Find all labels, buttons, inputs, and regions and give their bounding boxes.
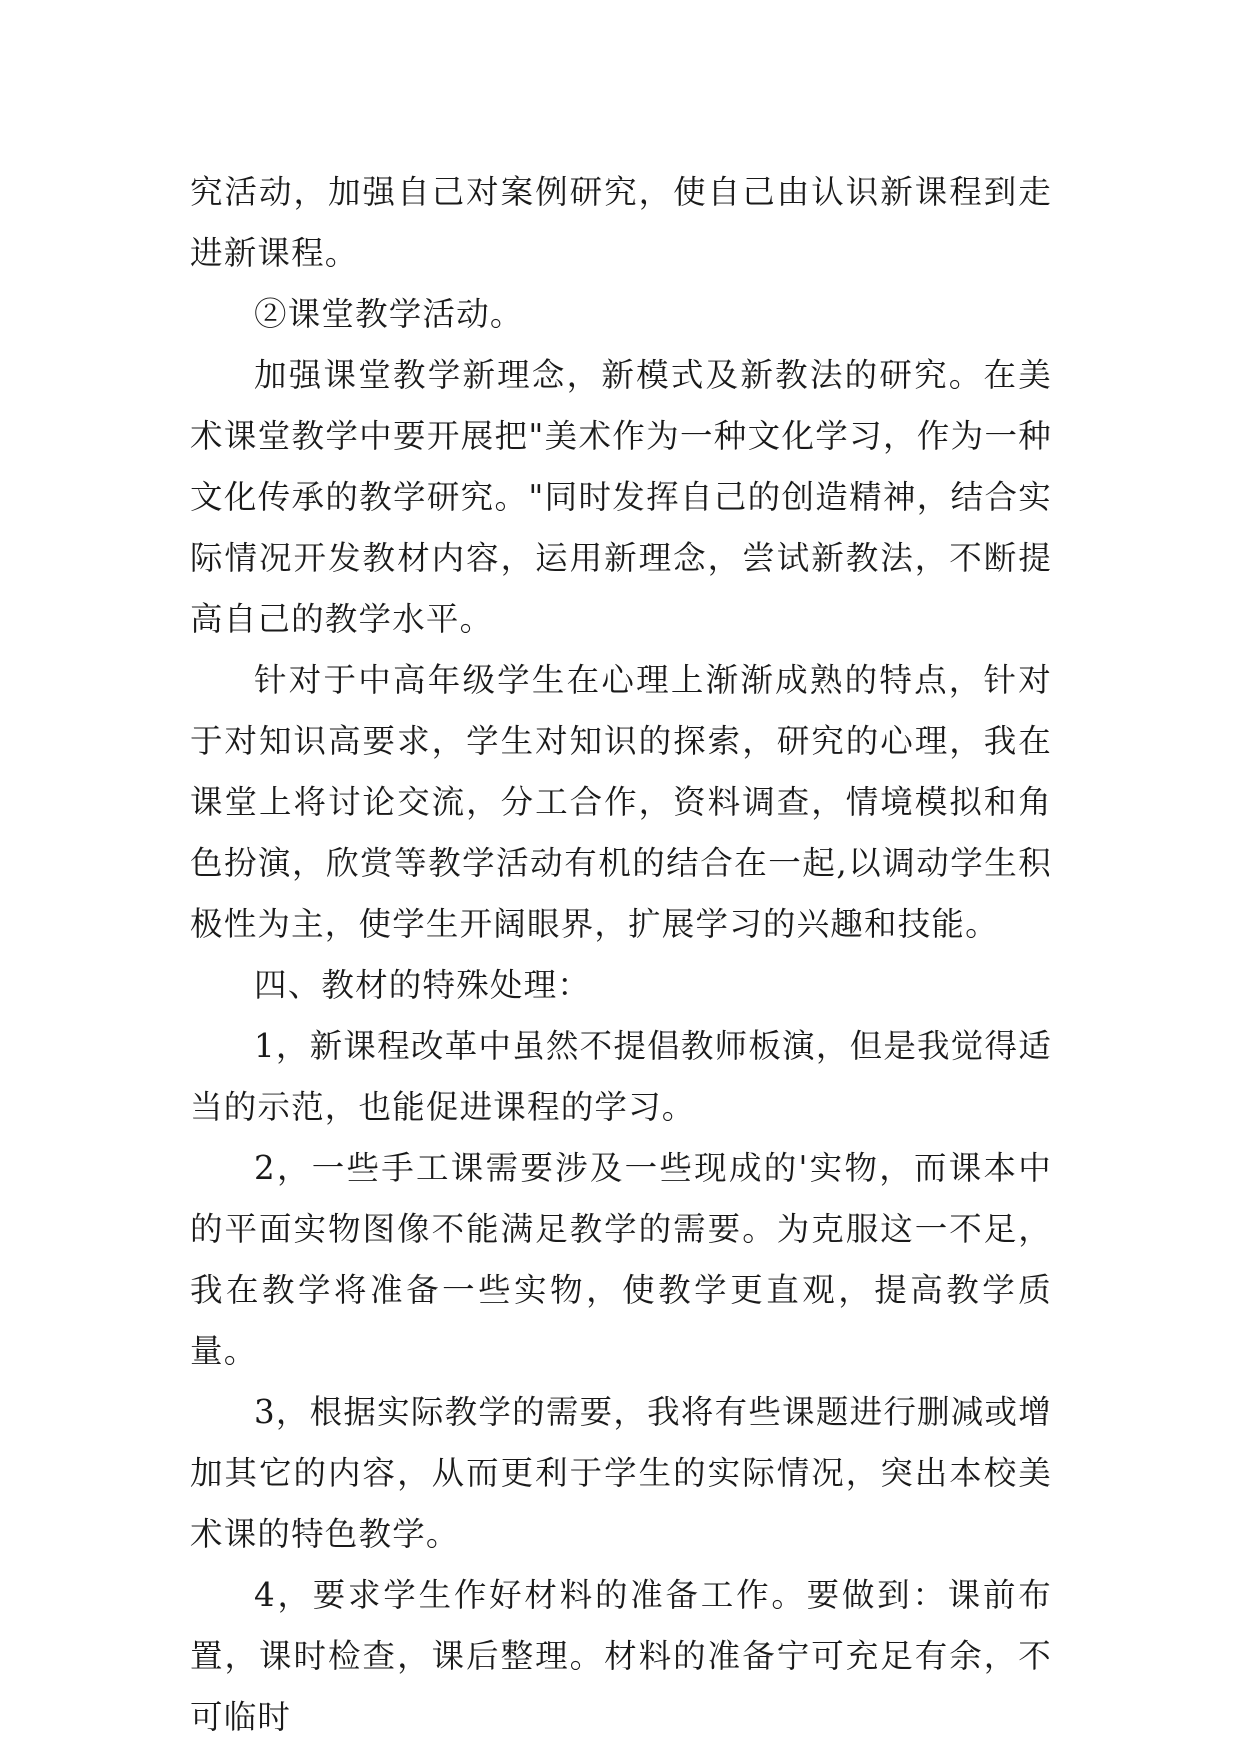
- paragraph-classroom-activity-heading: ②课堂教学活动。: [254, 295, 524, 333]
- list-item-1: 1，新课程改革中虽然不提倡教师板演，但是我觉得适当的示范，也能促进课程的学习。: [190, 1027, 1052, 1126]
- list-item-3: 3，根据实际教学的需要，我将有些课题进行删减或增加其它的内容，从而更利于学生的实际情况，突出本校美术课的特色教学。: [190, 1393, 1052, 1553]
- document-body: [190, 162, 1052, 1748]
- paragraph-new-concepts: 加强课堂教学新理念，新模式及新教法的研究。在美术课堂教学中要开展把"美术作为一种文化学习，作为一种文化传承的教学研究。"同时发挥自己的创造精神，结合实际情况开发教材内容，运用新理念，尝试新教法，不断提高自己的教学水平。: [190, 356, 1052, 638]
- section-heading-materials: 四、教材的特殊处理：: [254, 966, 592, 1004]
- list-item-2: 2，一些手工课需要涉及一些现成的'实物，而课本中的平面实物图像不能满足教学的需要。为克服这一不足，我在教学将准备一些实物，使教学更直观，提高教学质量。: [190, 1149, 1052, 1370]
- paragraph-upper-grades: 针对于中高年级学生在心理上渐渐成熟的特点，针对于对知识高要求，学生对知识的探索，研究的心理，我在课堂上将讨论交流，分工合作，资料调查，情境模拟和角色扮演，欣赏等教学活动有机的结合在一起,以调动学生积极性为主，使学生开阔眼界，扩展学习的兴趣和技能。: [190, 661, 1052, 943]
- list-item-4: 4，要求学生作好材料的准备工作。要做到：课前布置，课时检查，课后整理。材料的准备宁可充足有余，不可临时: [190, 1576, 1052, 1736]
- paragraph-continuation: 究活动，加强自己对案例研究，使自己由认识新课程到走进新课程。: [190, 173, 1052, 272]
